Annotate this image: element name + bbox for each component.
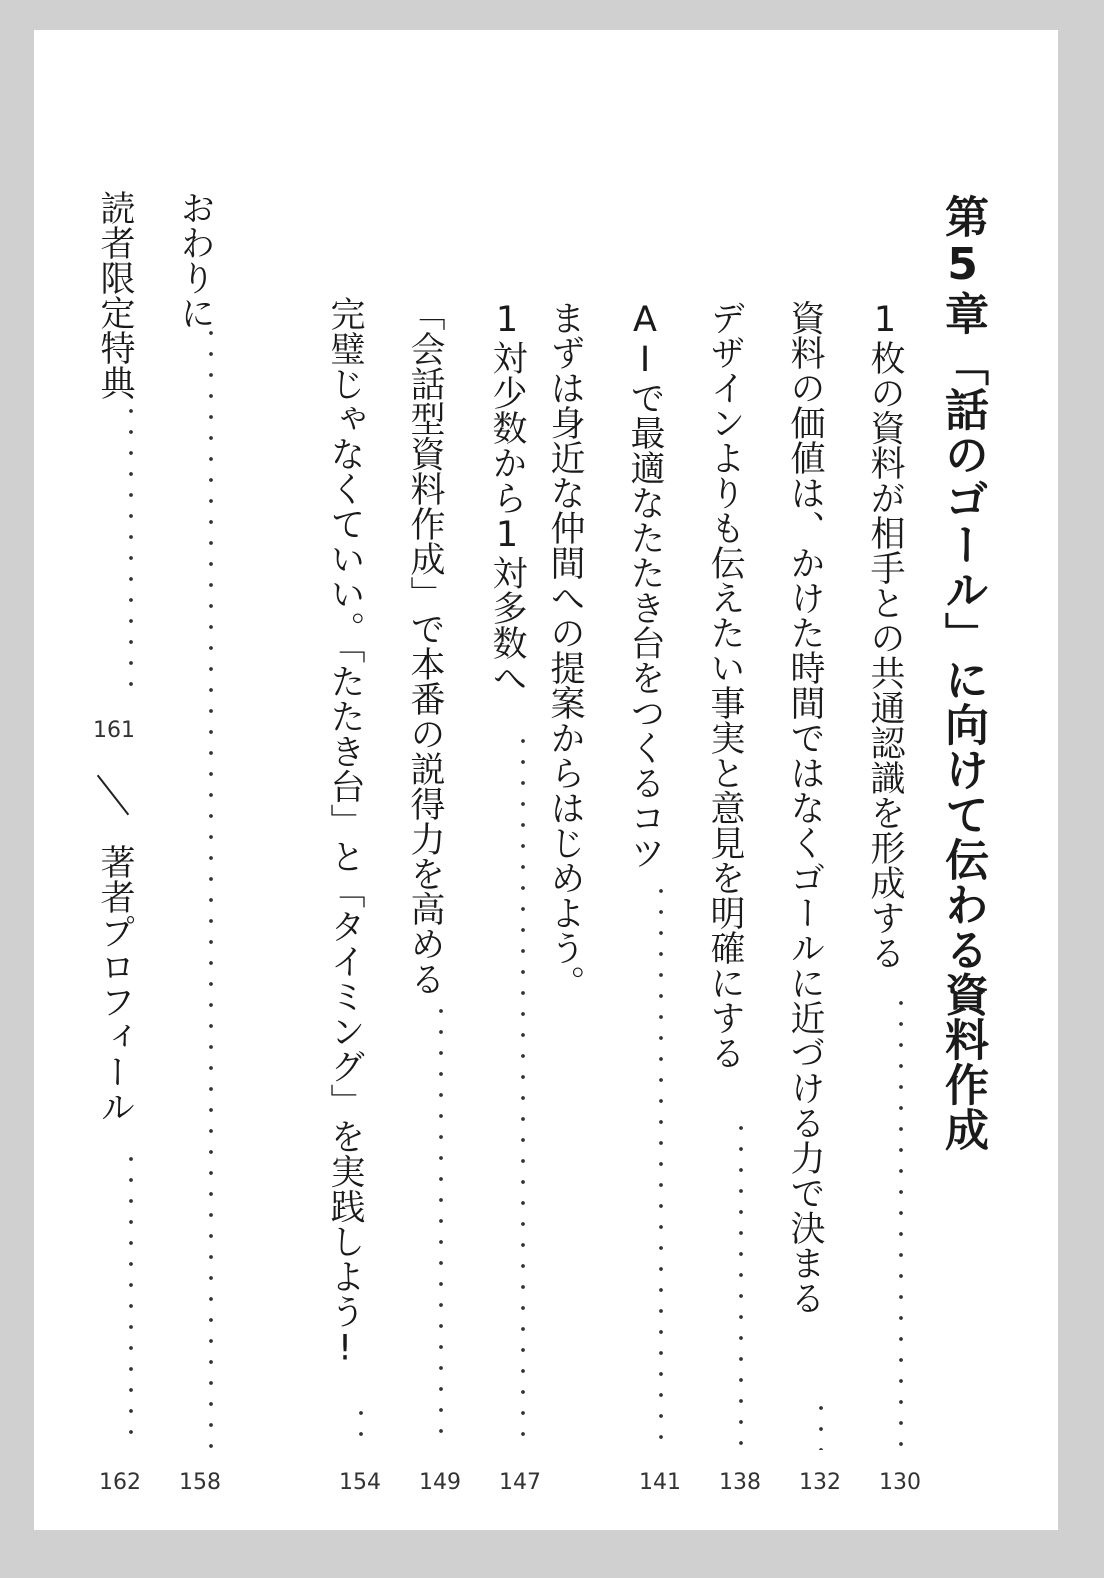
dot-leader (738, 1125, 744, 1450)
page-number: 132 (799, 1470, 841, 1495)
page-number: 147 (499, 1470, 541, 1495)
dot-leader (520, 738, 526, 1450)
chapter-number: 第5章 (937, 194, 988, 336)
toc-entry-title[interactable]: AIで最適なたたき台をつくるコツ (625, 300, 665, 870)
toc-entry-title[interactable]: 完璧じゃなくていい。「たたき台」と「タイミング」を実践しよう! (325, 296, 365, 1369)
page-number: 141 (639, 1470, 681, 1495)
dot-leader (438, 1008, 444, 1450)
page-number: 138 (719, 1470, 761, 1495)
toc-entry-title[interactable]: 1対少数から1対多数へ (487, 300, 527, 695)
page-number: 158 (179, 1470, 221, 1495)
dot-leader (818, 1405, 824, 1450)
page-number: 154 (339, 1470, 381, 1495)
dot-leader (208, 330, 214, 1450)
page-number: 161 (93, 718, 135, 743)
toc-entry-title[interactable]: 「会話型資料作成」で本番の説得力を高める (405, 296, 445, 996)
chapter-title: 「話のゴール」に向けて伝わる資料作成 (937, 342, 988, 1152)
toc-page (34, 30, 1058, 1530)
toc-entry-title[interactable]: まずは身近な仲間への提案からはじめよう。 (545, 300, 585, 1000)
dot-leader (898, 1000, 904, 1450)
page-number: 149 (419, 1470, 461, 1495)
page-number: 162 (99, 1470, 141, 1495)
toc-entry-title[interactable]: 読者限定特典 (95, 190, 135, 400)
dot-leader (128, 408, 134, 698)
separator-slash (97, 775, 129, 816)
dot-leader (358, 1410, 364, 1450)
toc-entry-title[interactable]: デザインよりも伝えたい事実と意見を明確にする (705, 300, 745, 1070)
toc-entry-title[interactable]: 資料の価値は、かけた時間ではなくゴールに近づける力で決まる (785, 300, 825, 1315)
toc-entry-title[interactable]: 著者プロフィール (95, 844, 135, 1124)
dot-leader (128, 1156, 134, 1450)
toc-entry-title[interactable]: 1枚の資料が相手との共通認識を形成する (865, 300, 905, 970)
page-number: 130 (879, 1470, 921, 1495)
toc-entry-title[interactable]: おわりに (175, 190, 215, 330)
dot-leader (658, 888, 664, 1450)
